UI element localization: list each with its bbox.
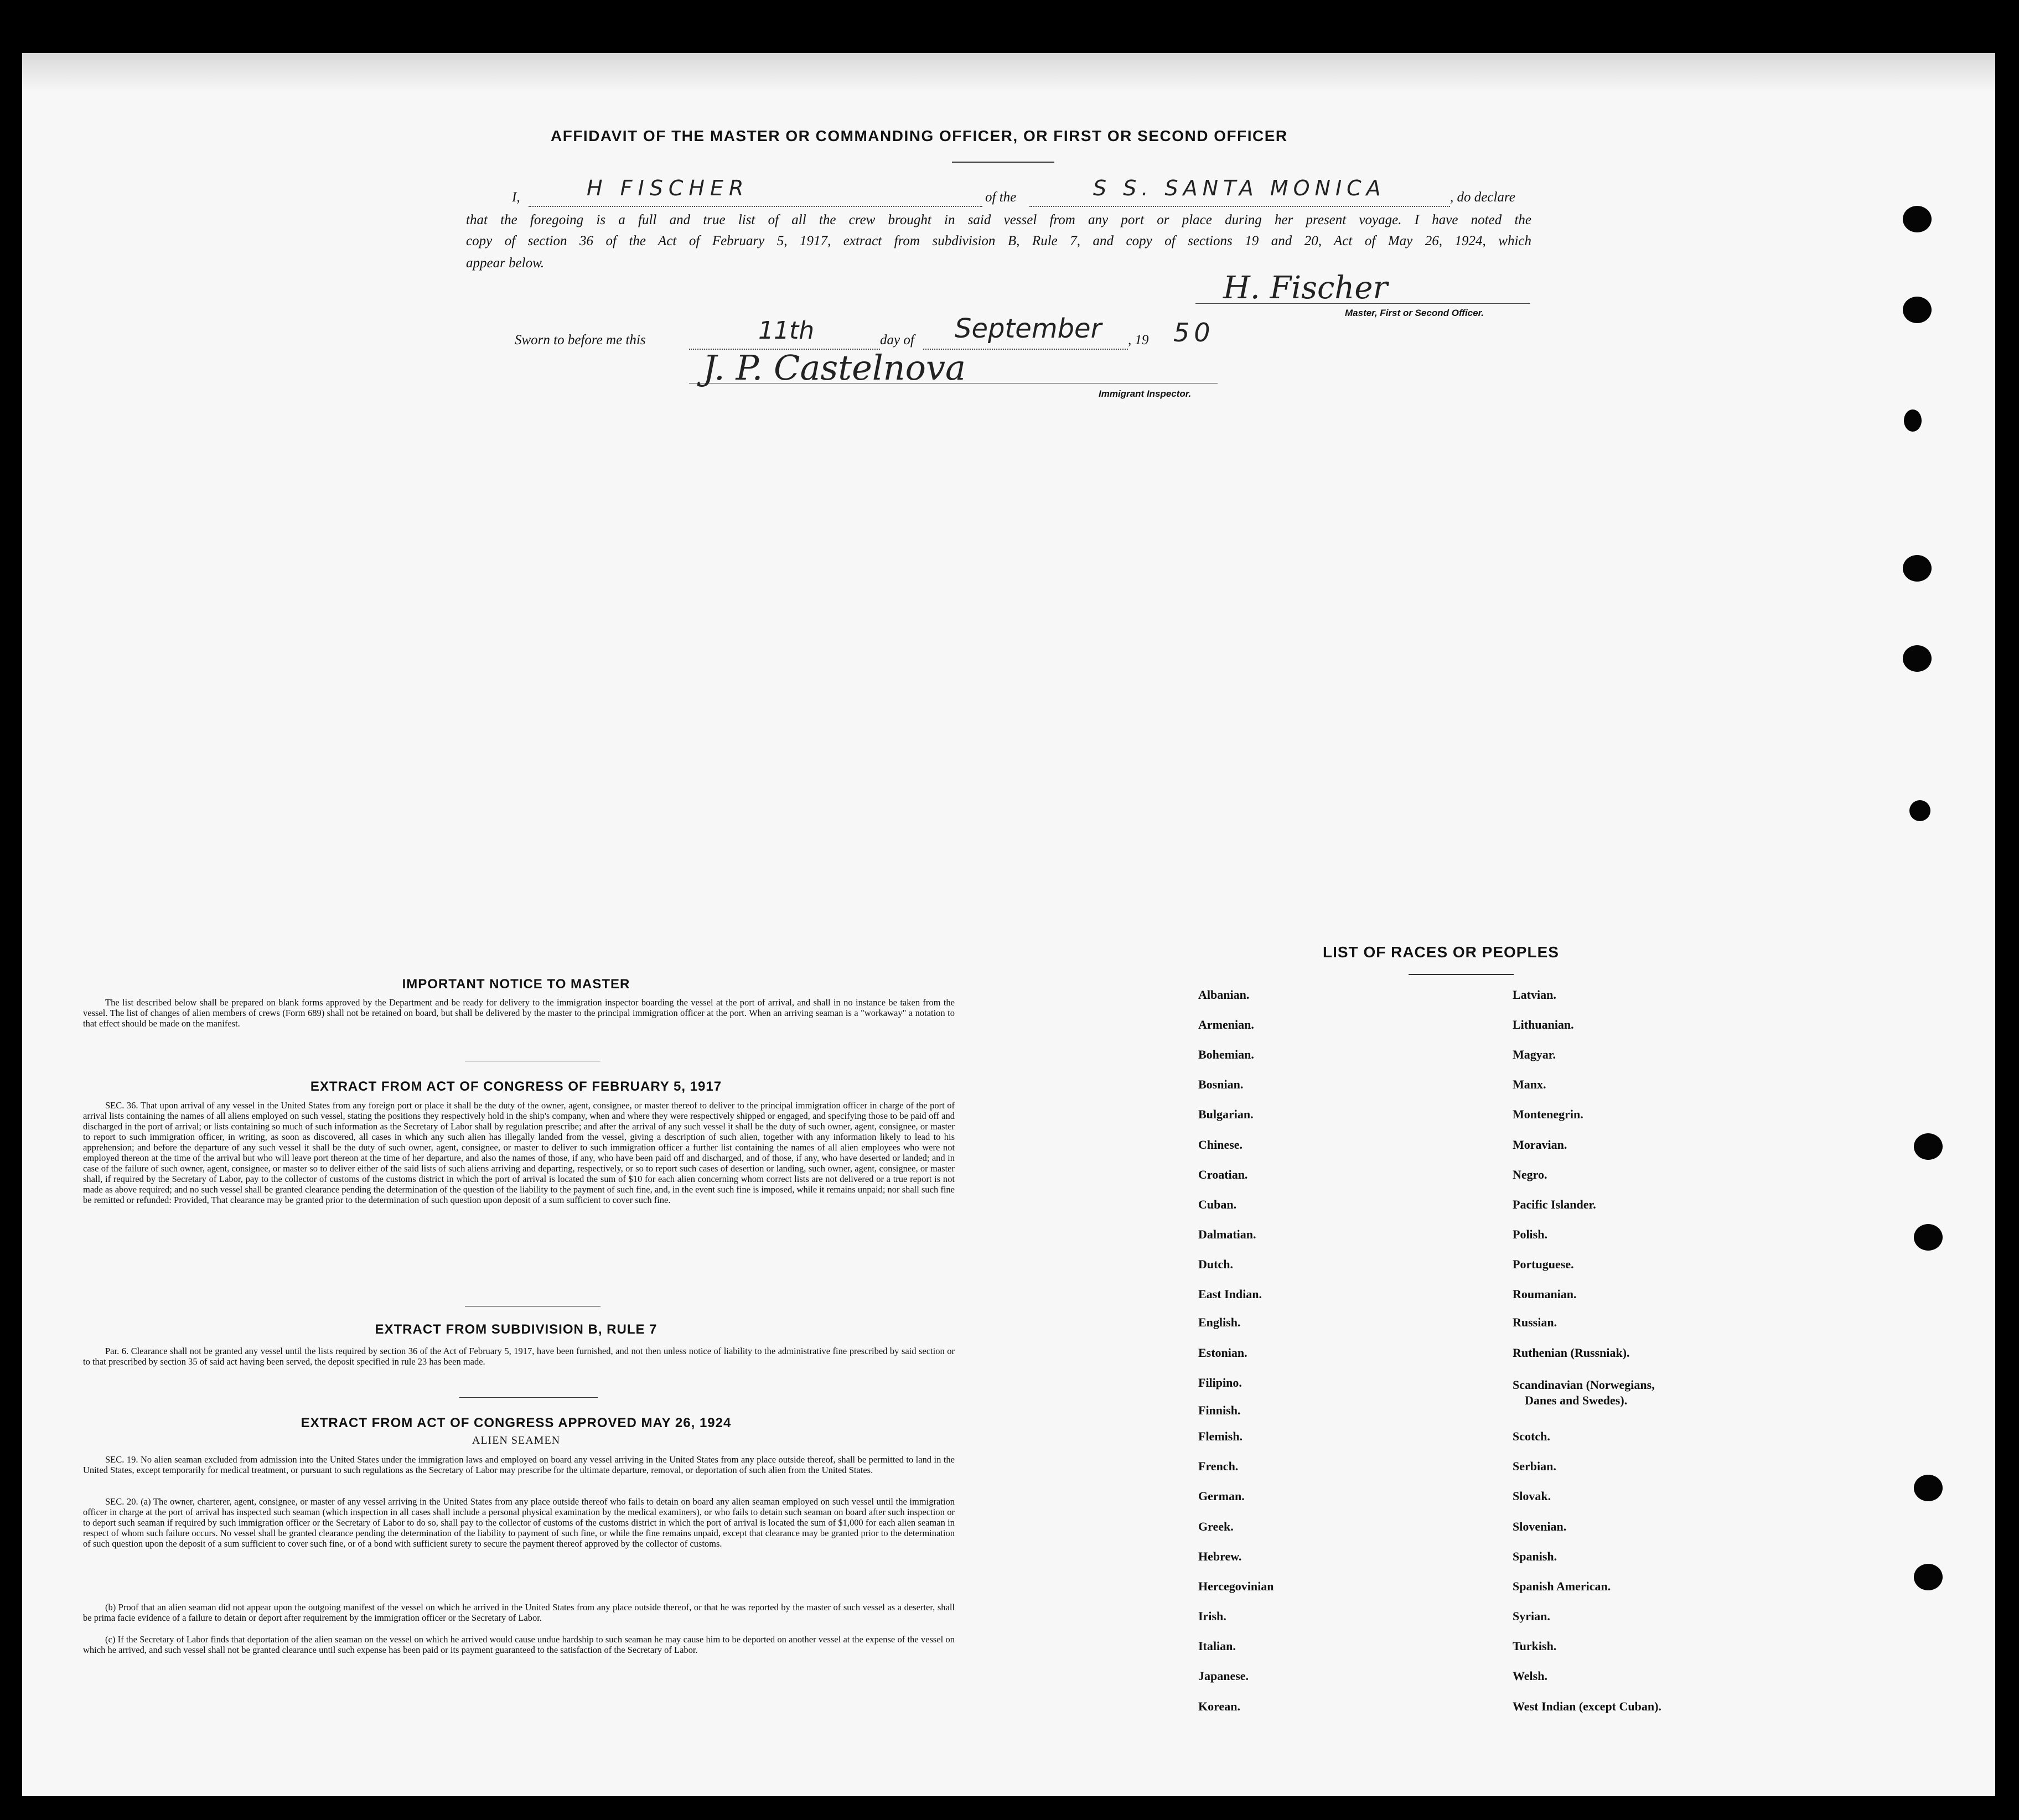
affidavit-line-4: appear below.	[466, 256, 545, 271]
punch-hole	[1914, 1475, 1943, 1501]
race-item: Flemish.	[1198, 1429, 1243, 1443]
vessel-field	[1029, 206, 1450, 207]
race-item: Greek.	[1198, 1520, 1234, 1533]
punch-hole	[1903, 206, 1932, 232]
race-item: Croatian.	[1198, 1168, 1248, 1181]
race-item: Russian.	[1513, 1315, 1557, 1329]
affidavit-line-2: that the foregoing is a full and true list of all the crew brought in said vessel from any port or place during her present voyage. I have noted the	[466, 212, 1531, 227]
race-item: Moravian.	[1513, 1138, 1567, 1152]
race-item: Spanish.	[1513, 1549, 1557, 1563]
race-item: Scotch.	[1513, 1429, 1550, 1443]
race-item: Chinese.	[1198, 1138, 1243, 1152]
rule7-text: Par. 6. Clearance shall not be granted any vessel until the lists required by section 36 of the Act of February 5, 1917, have been furnished, and not then unless notice of liability to the administrative fine prescribed by said section or to that prescribed by section 35 of said act having been served, the deposit specified in rule 23 has been made.	[83, 1346, 955, 1367]
year-value: 50	[1173, 318, 1215, 348]
punch-hole	[1903, 555, 1932, 582]
master-name-field	[529, 206, 982, 207]
inspector-caption: Immigrant Inspector.	[1099, 388, 1192, 399]
race-item: English.	[1198, 1315, 1241, 1329]
race-item: Negro.	[1513, 1168, 1547, 1181]
race-item: Polish.	[1513, 1227, 1547, 1241]
do-declare-label: , do declare	[1450, 190, 1515, 205]
race-item: Serbian.	[1513, 1459, 1556, 1473]
extract-1917-text: SEC. 36. That upon arrival of any vessel in the United States from any foreign port or place it shall be the duty of the owner, agent, consignee, or master thereof to deliver to the principal immigration officer in charge of the port of arrival lists containing the names of all aliens employed on such vessel, stating the positions they respectively hold in the ship's company, when and where they were respectively shipped or engaged, and specifying those to be paid off and discharged in the port of arrival; or lists containing so much of such information as the Secretary of Labor shall by regulation prescribe; and after the arrival of any such vessel it shall be the duty of such owner, agent, consignee, or master to report to such immigration officer, in writing, as soon as discovered, all cases in which any such alien has illegally landed from the vessel, giving a description of such alien, together with any information likely to lead to his apprehension; and before the departure of any such vessel it shall be the duty of such owner, agent, consignee, or master to deliver to such immigration officer a further list containing the names of all alien employees who were not employed thereon at the time of the arrival but who will leave port thereon at the time of her departure, and also the names of those, if any, who have been paid off and discharged, and of those, if any, who have deserted or landed; and in case of the failure of such owner, agent, consignee, or master so to deliver either of the said lists of such aliens arriving and departing, respectively, or so to report such cases of desertion or landing, such owner, agent, consignee, or master shall, if required by the Secretary of Labor, pay to the collector of customs of the customs district in which the port of arrival is located the sum of $10 for each alien concerning whom correct lists are not delivered or a true report is not made as above required; and no such vessel shall be granted clearance pending the determination of the question of the liability to the payment of such fine, and, in the event such fine is imposed, while it remains unpaid; nor shall such fine be remitted or refunded: Provided, That clearance may be granted prior to the determination of such question upon deposit of a sum sufficient to cover such fine.	[83, 1100, 955, 1205]
race-item: Magyar.	[1513, 1048, 1556, 1061]
divider	[459, 1397, 598, 1398]
race-item: Irish.	[1198, 1609, 1226, 1623]
race-item: Dutch.	[1198, 1257, 1233, 1271]
race-item: Manx.	[1513, 1077, 1546, 1091]
race-item: Pacific Islander.	[1513, 1197, 1596, 1211]
day-of-label: day of	[880, 333, 914, 348]
race-item: Italian.	[1198, 1639, 1236, 1653]
race-item: Ruthenian (Russniak).	[1513, 1346, 1630, 1360]
race-item: Hebrew.	[1198, 1549, 1242, 1563]
race-item: Danes and Swedes).	[1525, 1393, 1628, 1407]
race-item: Slovak.	[1513, 1489, 1551, 1503]
sworn-label: Sworn to before me this	[515, 333, 646, 348]
race-item: Armenian.	[1198, 1018, 1254, 1031]
master-signature: H. Fischer	[1223, 270, 1388, 306]
race-item: Cuban.	[1198, 1197, 1237, 1211]
race-item: Turkish.	[1513, 1639, 1557, 1653]
affidavit-title: AFFIDAVIT OF THE MASTER OR COMMANDING OFFICER, OR FIRST OR SECOND OFFICER	[551, 127, 1288, 144]
race-item: German.	[1198, 1489, 1245, 1503]
race-item: Syrian.	[1513, 1609, 1550, 1623]
month-value: September	[955, 313, 1102, 344]
punch-hole	[1914, 1224, 1943, 1251]
sec20a-text: SEC. 20. (a) The owner, charterer, agent, consignee, or master of any vessel arriving in the United States from any place outside thereof who fails to detain on board any alien seaman employed on such vessel until the immigration officer in charge at the port of arrival has inspected such seaman (which inspection in all cases shall include a personal physical examination by the medical examiners), or who fails to detain such seaman on board after such inspection or to deport such seaman if required by such immigration officer or the Secretary of Labor to do so, shall pay to the collector of customs of the customs district in which the port of arrival is located the sum of $1,000 for each alien seaman in respect of whom such failure occurs. No vessel shall be granted clearance pending the determination of the liability to payment of such fine, or while the fine remains unpaid, except that clearance may be granted prior to the determination of such question upon the deposit of a sum sufficient to cover such fine, or of a bond with sufficient surety to secure the payment thereof approved by the collector of customs.	[83, 1496, 955, 1549]
notice-title: IMPORTANT NOTICE TO MASTER	[402, 977, 630, 992]
race-item: Latvian.	[1513, 988, 1556, 1002]
race-item: Albanian.	[1198, 988, 1250, 1002]
race-item: Slovenian.	[1513, 1520, 1567, 1533]
master-signature-caption: Master, First or Second Officer.	[1345, 308, 1484, 318]
notice-text: The list described below shall be prepared on blank forms approved by the Department and be ready for delivery to the immigration inspector boarding the vessel at the port of arrival, and shall in no instance be taken from the vessel. The list of changes of alien members of crews (Form 689) shall not be retained on board, but shall be delivered by the master to the principal immigration officer at the port. When an arriving seaman is a "workaway" a notation to that effect should be made on the manifest.	[83, 997, 955, 1029]
divider	[952, 162, 1054, 163]
race-item: Dalmatian.	[1198, 1227, 1256, 1241]
race-item: Bohemian.	[1198, 1048, 1254, 1061]
race-item: Filipino.	[1198, 1376, 1242, 1389]
inspector-signature: J. P. Castelnova	[703, 348, 966, 388]
extract-1924-subtitle: ALIEN SEAMEN	[472, 1434, 561, 1446]
punch-hole	[1904, 409, 1922, 432]
race-item: Welsh.	[1513, 1669, 1547, 1683]
rule7-title: EXTRACT FROM SUBDIVISION B, RULE 7	[375, 1322, 658, 1337]
race-item: Lithuanian.	[1513, 1018, 1574, 1031]
punch-hole	[1909, 800, 1930, 821]
race-item: Portuguese.	[1513, 1257, 1574, 1271]
vessel-name-value: S S. SANTA MONICA	[1093, 176, 1386, 200]
race-item: Hercegovinian	[1198, 1579, 1274, 1593]
race-item: Bulgarian.	[1198, 1107, 1254, 1121]
of-the-label: of the	[985, 190, 1017, 205]
races-title: LIST OF RACES OR PEOPLES	[1323, 943, 1559, 961]
punch-hole	[1903, 297, 1932, 323]
race-item: East Indian.	[1198, 1287, 1262, 1301]
punch-hole	[1914, 1564, 1943, 1590]
i-label: I,	[512, 190, 520, 205]
race-item: Roumanian.	[1513, 1287, 1577, 1301]
day-value: 11th	[758, 317, 815, 345]
race-item: Bosnian.	[1198, 1077, 1244, 1091]
sec20b-text: (b) Proof that an alien seaman did not appear upon the outgoing manifest of the vessel on which he arrived in the United States from any place outside thereof, or that he was reported by the master of such vessel as a deserter, shall be prima facie evidence of a failure to detain or deport after requirement by the immigration officer or the Secretary of Labor.	[83, 1602, 955, 1623]
race-item: Spanish American.	[1513, 1579, 1611, 1593]
race-item: Korean.	[1198, 1699, 1240, 1713]
extract-1917-title: EXTRACT FROM ACT OF CONGRESS OF FEBRUARY 5, 1917	[310, 1079, 722, 1094]
race-item: Montenegrin.	[1513, 1107, 1583, 1121]
punch-hole	[1903, 645, 1932, 672]
affidavit-line-3: copy of section 36 of the Act of February 5, 1917, extract from subdivision B, Rule 7, and copy of sections 19 and 20, Act of May 26, 1924, which	[466, 234, 1531, 248]
race-item: Finnish.	[1198, 1403, 1241, 1417]
year-prefix: , 19	[1128, 333, 1149, 348]
extract-1924-title: EXTRACT FROM ACT OF CONGRESS APPROVED MAY 26, 1924	[301, 1415, 732, 1430]
race-item: Scandinavian (Norwegians,	[1513, 1378, 1655, 1392]
punch-hole	[1914, 1133, 1943, 1160]
master-name-value: H FISCHER	[587, 176, 749, 200]
race-item: French.	[1198, 1459, 1239, 1473]
sec20c-text: (c) If the Secretary of Labor finds that deportation of the alien seaman on the vessel on which he arrived would cause undue hardship to such seaman he may cause him to be deported on another vessel at the expense of the vessel on which he arrived, and such vessel shall not be granted clearance until such expense has been paid or its payment guaranteed to the satisfaction of the Secretary of Labor.	[83, 1634, 955, 1655]
race-item: Japanese.	[1198, 1669, 1249, 1683]
divider	[1409, 974, 1514, 975]
race-item: West Indian (except Cuban).	[1513, 1699, 1661, 1713]
race-item: Estonian.	[1198, 1346, 1247, 1360]
sec19-text: SEC. 19. No alien seaman excluded from admission into the United States under the immigration laws and employed on board any vessel arriving in the United States from any place outside thereof, shall be permitted to land in the United States, except temporarily for medical treatment, or pursuant to such regulations as the Secretary of Labor may prescribe for the ultimate departure, removal, or deportation of such alien from the United States.	[83, 1454, 955, 1475]
